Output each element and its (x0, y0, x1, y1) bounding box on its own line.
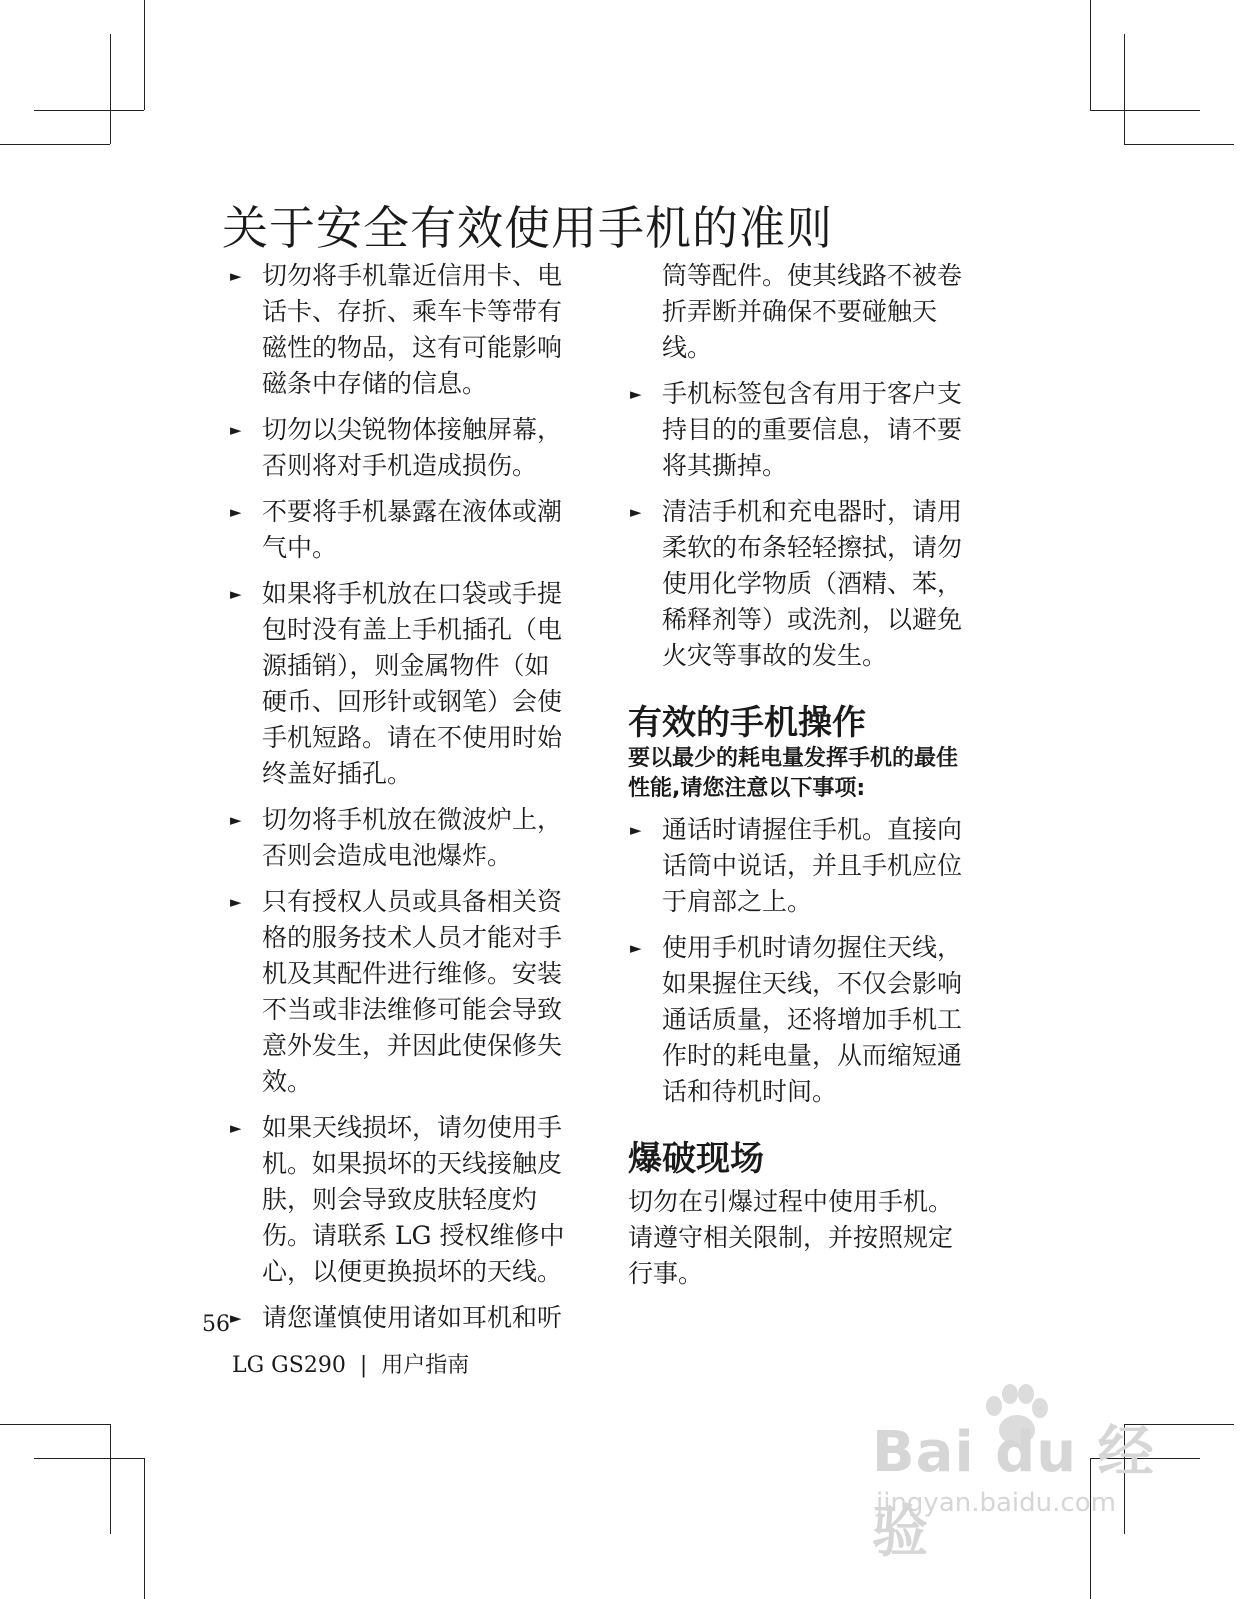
list-item-continuation: 筒等配件。使其线路不被卷折弄断并确保不要碰触天线。 (662, 261, 963, 362)
crop-mark (34, 1458, 144, 1459)
bullet-arrow-icon: ► (230, 1309, 242, 1327)
list-item: ► 切勿将手机靠近信用卡、电话卡、存折、乘车卡等带有磁性的物品，这有可能影响磁条中存储的信息。 (228, 258, 570, 402)
crop-mark (0, 1424, 110, 1425)
bullet-arrow-icon: ► (630, 939, 642, 957)
section-heading-blasting-area: 爆破现场 (628, 1139, 764, 1179)
list-item: ► 通话时请握住手机。直接向话筒中说话，并且手机应位于肩部之上。 (628, 812, 974, 920)
bullet-arrow-icon: ► (630, 821, 642, 839)
right-column (628, 258, 974, 1292)
bullet-arrow-icon: ► (230, 503, 242, 521)
page-title: 关于安全有效使用手机的准则 (222, 201, 833, 255)
footer-model: LG GS290 (232, 1353, 346, 1378)
crop-mark (0, 144, 110, 145)
crop-mark (1124, 34, 1125, 144)
crop-mark (1090, 110, 1200, 111)
bullet-arrow-icon: ► (630, 503, 642, 521)
left-column (228, 258, 570, 1346)
list-item: ► 使用手机时请勿握住天线，如果握住天线，不仅会影响通话质量，还将增加手机工作时的耗电量，从而缩短通话和待机时间。 (628, 930, 974, 1110)
bullet-arrow-icon: ► (230, 811, 242, 829)
blasting-paragraph: 切勿在引爆过程中使用手机。请遵守相关限制，并按照规定行事。 (628, 1187, 954, 1288)
crop-mark (144, 0, 145, 110)
baidu-watermark (872, 1384, 1172, 1565)
crop-mark (1090, 0, 1091, 110)
bullet-arrow-icon: ► (230, 1119, 242, 1137)
list-item: ► 如果天线损坏，请勿使用手机。如果损坏的天线接触皮肤，则会导致皮肤轻度灼伤。请联系 LG 授权维修中心，以便更换损坏的天线。 (228, 1110, 570, 1290)
bullet-arrow-icon: ► (630, 385, 642, 403)
efficient-operation-list (628, 812, 974, 1110)
footer-separator: | (359, 1353, 368, 1378)
page-number: 56 (202, 1312, 230, 1337)
page-footer (232, 1348, 469, 1379)
watermark-url: jingyan.baidu.com (876, 1488, 1116, 1518)
list-item: ► 只有授权人员或具备相关资格的服务技术人员才能对手机及其配件进行维修。安装不当或非法维修可能会导致意外发生，并因此使保修失效。 (228, 884, 570, 1100)
list-item: ► 清洁手机和充电器时，请用柔软的布条轻轻擦拭，请勿使用化学物质（酒精、苯，稀释剂等）或洗剂，以避免火灾等事故的发生。 (628, 494, 974, 674)
list-item: ► 切勿将手机放在微波炉上，否则会造成电池爆炸。 (228, 802, 570, 874)
bullet-arrow-icon: ► (230, 893, 242, 911)
section-intro: 要以最少的耗电量发挥手机的最佳性能,请您注意以下事项: (628, 746, 959, 801)
bullet-arrow-icon: ► (230, 585, 242, 603)
list-item: ► 切勿以尖锐物体接触屏幕，否则将对手机造成损伤。 (228, 412, 570, 484)
watermark-logo: Bai du 经验 (872, 1420, 1155, 1565)
list-item: ► 不要将手机暴露在液体或潮气中。 (228, 494, 570, 566)
section-heading-efficient-operation: 有效的手机操作 (628, 703, 866, 743)
crop-mark (144, 1458, 145, 1599)
safety-guideline-list (228, 258, 570, 1336)
bullet-arrow-icon: ► (230, 421, 242, 439)
crop-mark (110, 34, 111, 144)
crop-mark (34, 110, 144, 111)
list-item: ► 请您谨慎使用诸如耳机和听 (228, 1300, 570, 1336)
bullet-arrow-icon: ► (230, 267, 242, 285)
footer-guide: 用户指南 (381, 1353, 470, 1378)
list-item: ► 如果将手机放在口袋或手提包时没有盖上手机插孔（电源插销），则金属物件（如硬币、回形针或钢笔）会使手机短路。请在不使用时始终盖好插孔。 (228, 576, 570, 792)
safety-guideline-list-continued (628, 376, 974, 674)
crop-mark (1124, 144, 1234, 145)
crop-mark (110, 1424, 111, 1534)
list-item: ► 手机标签包含有用于客户支持目的的重要信息，请不要将其撕掉。 (628, 376, 974, 484)
